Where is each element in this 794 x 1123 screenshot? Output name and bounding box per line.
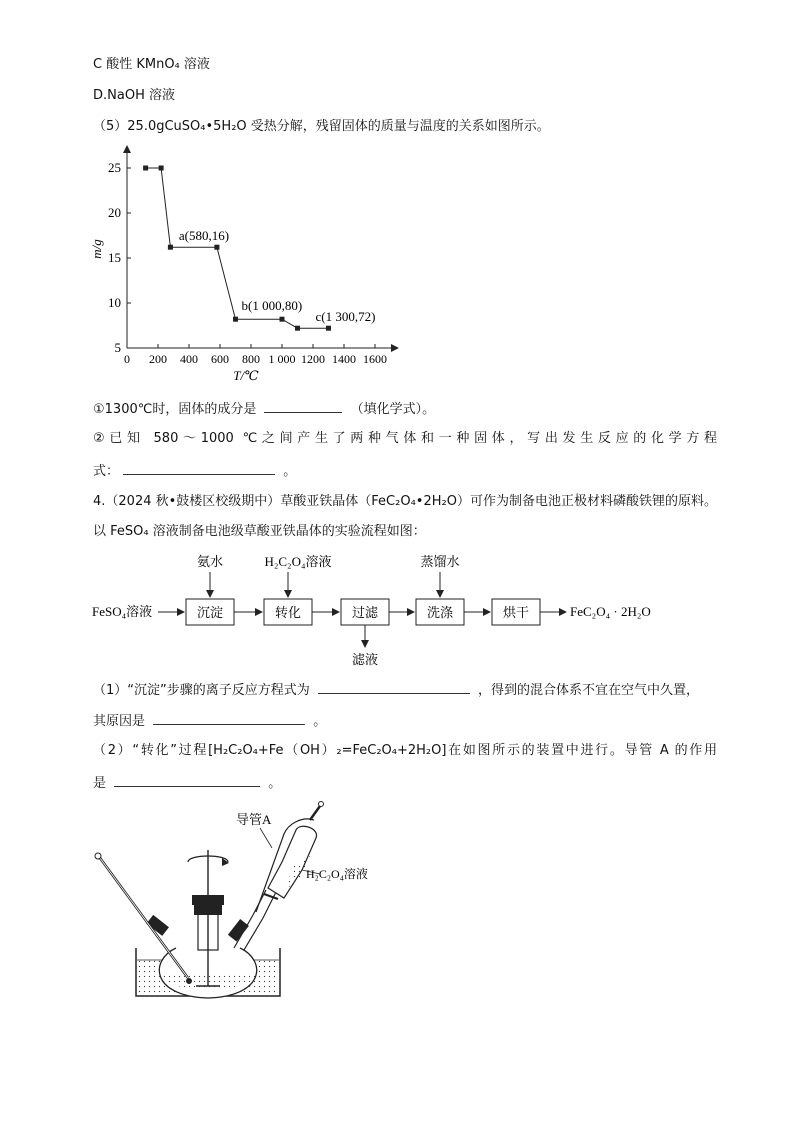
flow-step-precipitate: 沉淀 bbox=[196, 605, 224, 620]
answer-blank[interactable] bbox=[153, 710, 305, 725]
data-point bbox=[143, 166, 148, 171]
data-point bbox=[280, 317, 285, 322]
answer-blank[interactable] bbox=[114, 772, 260, 787]
part-1-text-after: ，得到的混合体系不宜在空气中久置， bbox=[478, 683, 700, 698]
x-axis-label: T/℃ bbox=[233, 368, 259, 383]
y-tick-label: 10 bbox=[108, 295, 121, 310]
question-4-stem-line-1: 4.（2024 秋•鼓楼区校级期中）草酸亚铁晶体（FeC₂O₄•2H₂O）可作为制备电池正极材料磷酸铁锂的原料。 bbox=[93, 494, 717, 509]
part-1-end: 。 bbox=[313, 714, 327, 729]
data-point bbox=[214, 245, 219, 250]
dropping-funnel bbox=[268, 826, 317, 898]
x-tick-label: 600 bbox=[211, 352, 229, 366]
process-flow-diagram bbox=[90, 552, 710, 670]
x-axis-arrow bbox=[391, 344, 399, 352]
answer-blank[interactable] bbox=[264, 398, 342, 413]
question-4-part-2-line-1: （2）“转化”过程[H₂C₂O₄+Fe（OH）₂=FeC₂O₄+2H₂O]在如图所示的装置中进行。导管 A 的作用 bbox=[93, 743, 717, 758]
question-4-part-1-line-2 bbox=[93, 710, 326, 732]
y-tick-label: 5 bbox=[114, 340, 121, 355]
flow-input-ammonia: 氨水 bbox=[196, 554, 224, 569]
x-tick-label: 1400 bbox=[332, 352, 356, 366]
part-2-label: 是 bbox=[93, 776, 107, 791]
question-5-part-2-line-2 bbox=[93, 460, 296, 482]
flow-start-label: FeSO₄溶液 bbox=[92, 604, 153, 619]
flow-end-label: FeC₂O₄ · 2H₂O bbox=[570, 604, 651, 619]
question-5-stem: （5）25.0gCuSO₄•5H₂O 受热分解，残留固体的质量与温度的关系如图所示。 bbox=[93, 119, 550, 134]
question-4-part-2-line-2 bbox=[93, 772, 281, 794]
part-2-label: 式： bbox=[93, 464, 120, 479]
part-2-end: 。 bbox=[268, 776, 282, 791]
flow-input-oxalic-acid: H₂C₂O₄溶液 bbox=[264, 554, 332, 569]
tube-a-label: 导管A bbox=[236, 812, 272, 827]
data-point bbox=[326, 326, 331, 331]
data-point bbox=[233, 317, 238, 322]
y-axis-arrow bbox=[123, 145, 131, 153]
y-tick-label: 20 bbox=[108, 205, 121, 220]
part-1-reason-label: 其原因是 bbox=[93, 714, 146, 729]
flow-step-filter: 过滤 bbox=[351, 605, 379, 620]
flow-input-distilled-water: 蒸馏水 bbox=[420, 554, 460, 569]
point-annotation: b(1 000,80) bbox=[241, 298, 303, 314]
answer-blank[interactable] bbox=[318, 679, 470, 694]
option-d: D.NaOH 溶液 bbox=[93, 88, 175, 103]
question-5-part-2-line-1: ②已知 580～1000 ℃之间产生了两种气体和一种固体，写出发生反应的化学方程 bbox=[93, 431, 717, 446]
part-1-text: （1）“沉淀”步骤的离子反应方程式为 bbox=[93, 683, 310, 698]
option-c: C 酸性 KMnO₄ 溶液 bbox=[93, 57, 210, 72]
data-point bbox=[168, 245, 173, 250]
mass-temperature-chart bbox=[85, 145, 405, 385]
reaction-apparatus-diagram bbox=[88, 800, 388, 1005]
x-tick-label: 0 bbox=[124, 352, 130, 366]
part-1-text: ①1300℃时，固体的成分是 bbox=[93, 402, 257, 417]
point-annotation: a(580,16) bbox=[178, 228, 230, 244]
part-2-end: 。 bbox=[283, 464, 297, 479]
flow-output-filtrate: 滤液 bbox=[351, 652, 379, 667]
x-tick-label: 800 bbox=[242, 352, 260, 366]
flow-step-convert: 转化 bbox=[274, 605, 302, 620]
part-1-suffix: （填化学式）。 bbox=[350, 402, 436, 417]
y-tick-label: 15 bbox=[108, 250, 121, 265]
question-4-part-1-line-1 bbox=[93, 679, 699, 701]
question-5-part-1 bbox=[93, 398, 435, 420]
answer-blank[interactable] bbox=[123, 460, 275, 475]
point-annotation: c(1 300,72) bbox=[315, 309, 376, 325]
flow-step-wash: 洗涤 bbox=[426, 605, 454, 620]
data-point bbox=[159, 166, 164, 171]
data-point bbox=[295, 326, 300, 331]
x-tick-label: 1200 bbox=[301, 352, 325, 366]
x-tick-label: 1600 bbox=[363, 352, 387, 366]
y-axis-label: m/g bbox=[89, 239, 104, 259]
y-tick-label: 25 bbox=[108, 160, 121, 175]
x-tick-label: 200 bbox=[149, 352, 167, 366]
x-tick-label: 1 000 bbox=[268, 352, 296, 366]
x-tick-label: 400 bbox=[180, 352, 198, 366]
question-4-stem-line-2: 以 FeSO₄ 溶液制备电池级草酸亚铁晶体的实验流程如图： bbox=[93, 524, 426, 539]
flow-step-dry: 烘干 bbox=[502, 605, 530, 620]
oxalic-solution-label: H₂C₂O₄溶液 bbox=[306, 867, 368, 881]
